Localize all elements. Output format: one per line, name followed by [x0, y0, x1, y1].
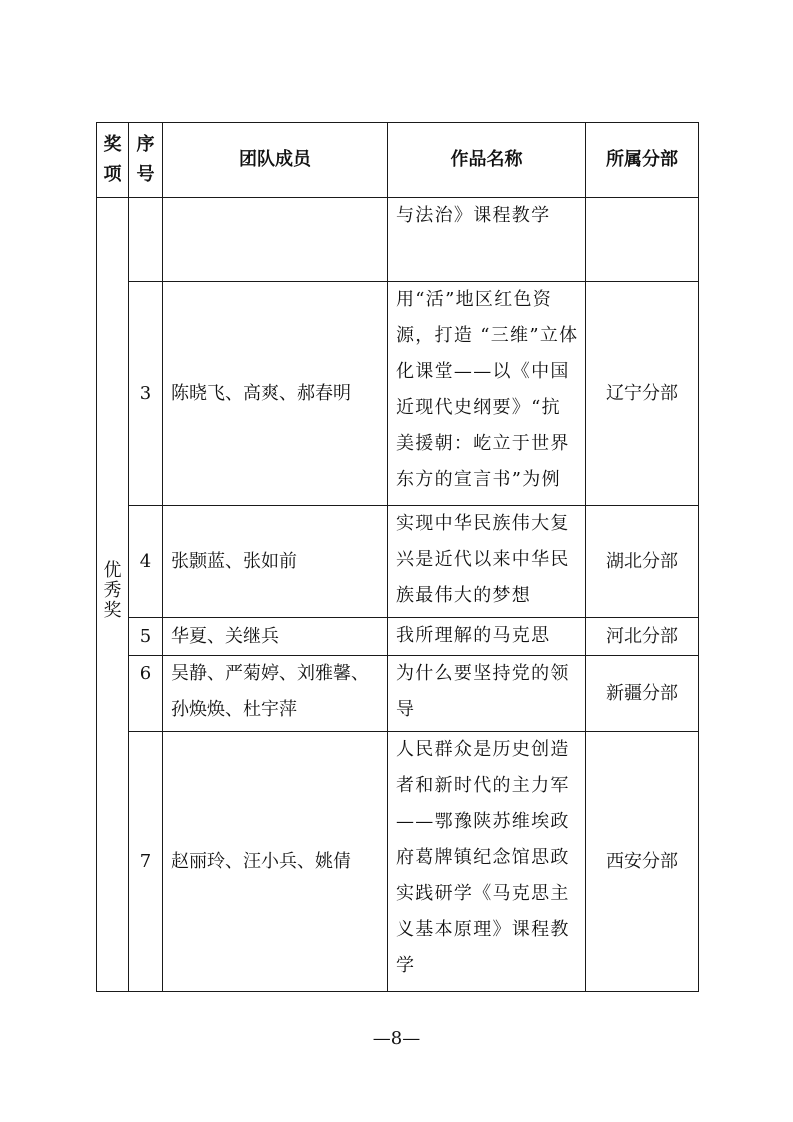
title-cell: 实现中华民族伟大复兴是近代以来中华民族最伟大的梦想	[388, 506, 586, 618]
header-title: 作品名称	[388, 123, 586, 198]
table-row	[97, 506, 699, 618]
branch-cell: 辽宁分部	[586, 282, 699, 506]
page-number: —8—	[372, 1028, 421, 1049]
branch-cell: 河北分部	[586, 618, 699, 656]
seq-cell: 5	[129, 618, 163, 656]
table-header-row	[97, 123, 699, 198]
table-row	[97, 618, 699, 656]
seq-cell: 4	[129, 506, 163, 618]
seq-cell	[129, 198, 163, 282]
branch-cell: 新疆分部	[586, 656, 699, 732]
award-category-cell	[97, 198, 129, 992]
awards-table	[96, 122, 699, 992]
title-cell: 为什么要坚持党的领导	[388, 656, 586, 732]
header-branch: 所属分部	[586, 123, 699, 198]
branch-cell: 西安分部	[586, 732, 699, 992]
seq-cell: 7	[129, 732, 163, 992]
title-cell: 人民群众是历史创造者和新时代的主力军——鄂豫陕苏维埃政府葛牌镇纪念馆思政实践研学《马克思主义基本原理》课程教学	[388, 732, 586, 992]
header-seq: 序号	[129, 123, 163, 198]
seq-cell: 3	[129, 282, 163, 506]
seq-cell: 6	[129, 656, 163, 732]
title-cell: 我所理解的马克思	[388, 618, 586, 656]
table-row	[97, 198, 699, 282]
branch-cell: 湖北分部	[586, 506, 699, 618]
header-members: 团队成员	[163, 123, 388, 198]
members-cell: 张颢蓝、张如前	[163, 506, 388, 618]
title-cell: 用“活”地区红色资源，打造 “三维”立体化课堂——以《中国近现代史纲要》“抗美援朝：屹立于世界东方的宣言书”为例	[388, 282, 586, 506]
title-cell: 与法治》课程教学	[388, 198, 586, 282]
members-cell: 赵丽玲、汪小兵、姚倩	[163, 732, 388, 992]
table-row	[97, 656, 699, 732]
members-cell: 华夏、关继兵	[163, 618, 388, 656]
table-row	[97, 282, 699, 506]
members-cell	[163, 198, 388, 282]
header-award: 奖项	[97, 123, 129, 198]
branch-cell	[586, 198, 699, 282]
award-category: 优秀奖	[103, 559, 122, 621]
members-cell: 吴静、严菊婷、刘雅馨、孙焕焕、杜宇萍	[163, 656, 388, 732]
members-cell: 陈晓飞、高爽、郝春明	[163, 282, 388, 506]
table-row	[97, 732, 699, 992]
